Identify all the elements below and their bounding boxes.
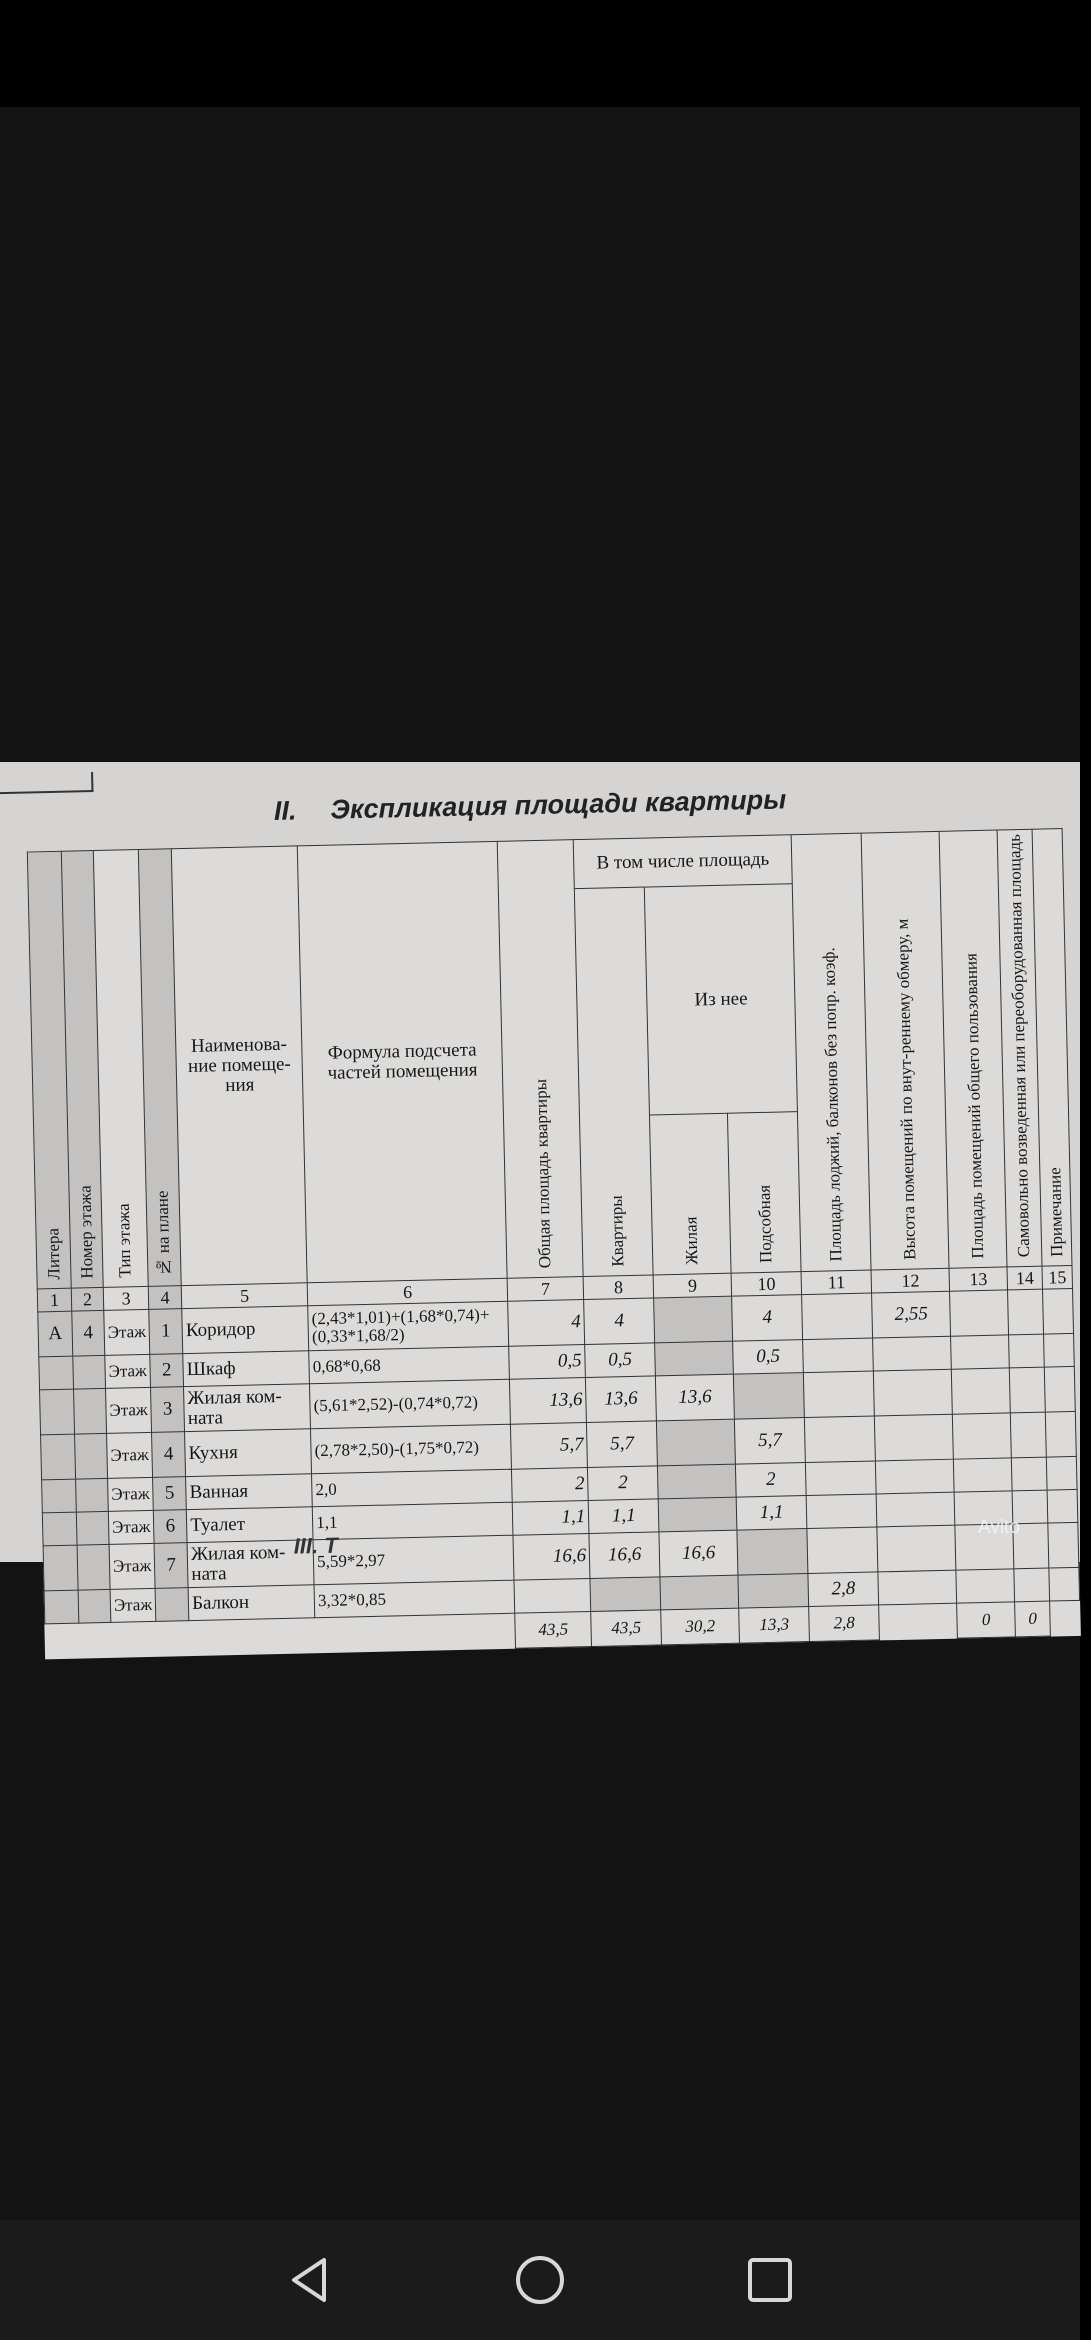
- document-sheet: [0, 750, 1089, 1640]
- total-unauthorized: 0: [1015, 1601, 1051, 1637]
- header-room-height: Высота помещений по внут-реннему обмеру, м: [861, 831, 949, 1270]
- table-row: Этаж 4 Кухня (2,78*2,50)-(1,75*0,72) 5,7 5,7 5,7: [41, 1412, 1077, 1480]
- total-auxiliary: 13,3: [739, 1607, 810, 1644]
- header-including-area: В том числе площадь: [573, 835, 792, 889]
- header-litera: Литера: [27, 851, 71, 1289]
- header-formula: Формула подсчета частей помещения: [297, 841, 507, 1283]
- next-section-heading-cut: III. Т: [293, 1532, 338, 1559]
- section-heading: [274, 784, 787, 827]
- header-room-name: Наименова-ние помеще-ния: [171, 846, 307, 1286]
- avito-watermark: Avito: [978, 1517, 1020, 1538]
- header-flat-area: Квартиры: [574, 887, 653, 1277]
- header-living-area: Жилая: [650, 1114, 732, 1275]
- header-auxiliary-area: Подсобная: [728, 1112, 802, 1273]
- column-number-row: 1 2 3 4 5 6 7 8 9 10 11 12 13 14 15: [37, 1266, 1072, 1312]
- recent-apps-icon[interactable]: [740, 2250, 800, 2310]
- header-floor-type: Тип этажа: [93, 850, 148, 1288]
- previous-table-fragment: [0, 772, 93, 794]
- document-photo: [0, 762, 1080, 1640]
- table-row: А 4 Этаж 1 Коридор (2,43*1,01)+(1,68*0,74)+(0,33*1,68/2) 4 4 4 2,55: [38, 1289, 1074, 1357]
- header-row: [27, 829, 1063, 901]
- header-of-which: Из нее: [644, 884, 797, 1116]
- header-balcony-area: Площадь лоджий, балконов без попр. коэф.: [791, 833, 871, 1272]
- explication-table: [27, 828, 1081, 1659]
- total-area: 43,5: [515, 1612, 592, 1649]
- table-row: Этаж 6 Туалет 1,1 1,1 1,1 1,1: [42, 1490, 1078, 1546]
- header-floor-number: Номер этажа: [61, 851, 103, 1289]
- table-row: Этаж 3 Жилая ком-ната (5,61*2,52)-(0,74*0,72) 13,6 13,6 13,6: [40, 1367, 1076, 1435]
- total-living: 30,2: [661, 1608, 740, 1645]
- header-note: Примечание: [1032, 829, 1072, 1267]
- table-row: Этаж Балкон 3,32*0,85 2,8: [44, 1568, 1080, 1624]
- total-balcony: 2,8: [809, 1605, 880, 1642]
- header-unauthorized-area: Самовольно возведенная или переоборудованная площадь: [997, 829, 1042, 1267]
- section-title: Экспликация площади квартиры: [330, 784, 787, 825]
- header-total-area: Общая площадь квартиры: [497, 840, 583, 1279]
- home-icon[interactable]: [510, 2250, 570, 2310]
- back-icon[interactable]: [280, 2250, 340, 2310]
- table-row: Этаж 5 Ванная 2,0 2 2 2: [42, 1457, 1078, 1513]
- table-row: Этаж 2 Шкаф 0,68*0,68 0,5 0,5 0,5: [39, 1334, 1075, 1390]
- total-common: 0: [957, 1602, 1016, 1638]
- navigation-bar: [0, 2220, 1080, 2340]
- header-plan-number: № на плане: [138, 849, 181, 1287]
- status-bar: [0, 0, 1080, 107]
- section-number: II.: [273, 795, 297, 826]
- header-common-area: Площадь помещений общего пользования: [939, 830, 1007, 1268]
- table-row: Этаж 7 Жилая ком-ната 5,59*2,97 16,6 16,6 16,6: [43, 1523, 1079, 1591]
- total-flat: 43,5: [591, 1610, 662, 1647]
